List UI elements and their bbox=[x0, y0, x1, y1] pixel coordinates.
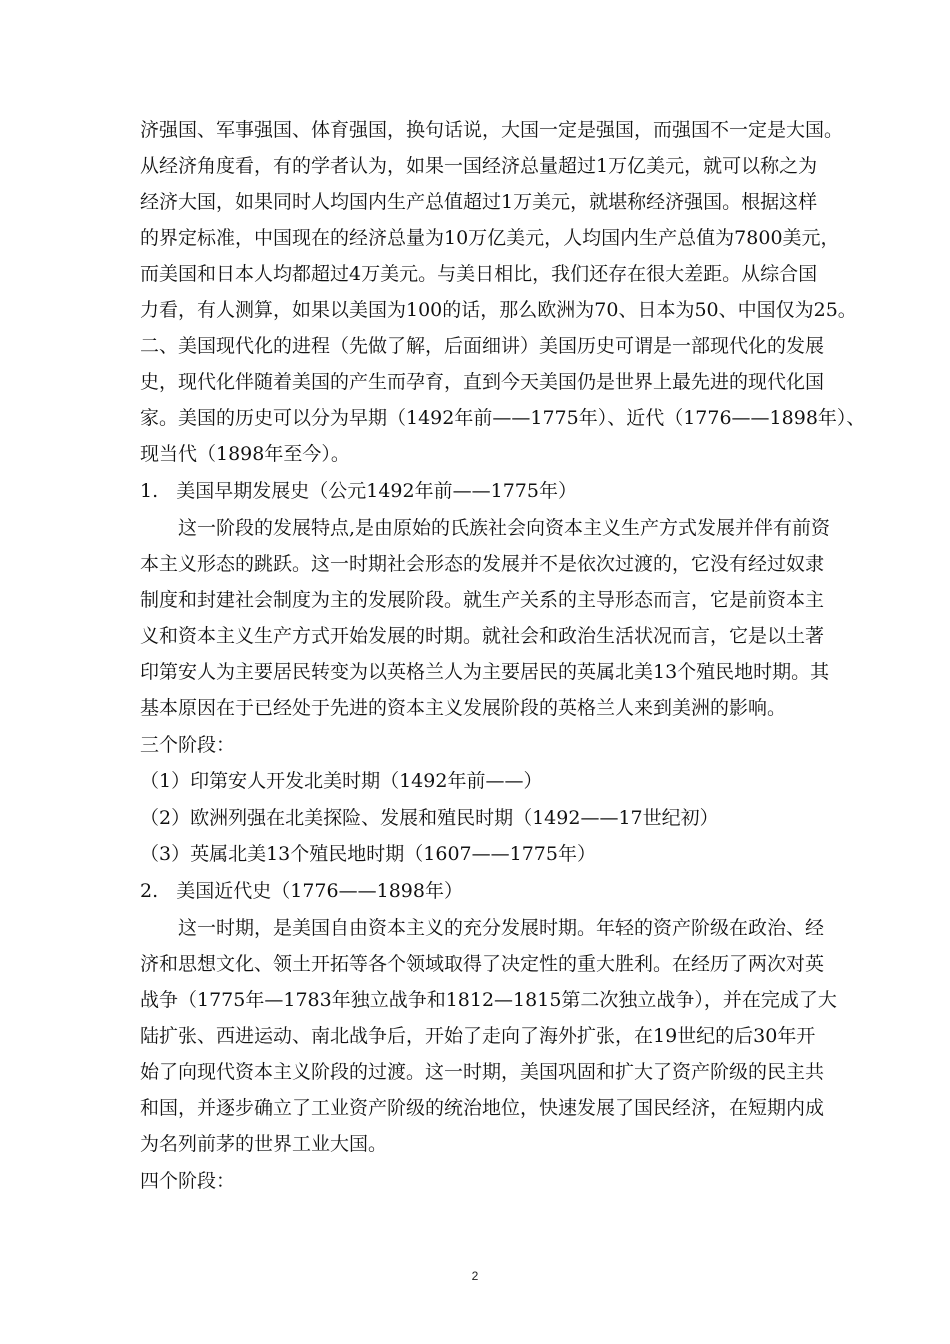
paragraph-line: 战争（1775年—1783年独立战争和1812—1815第二次独立战争），并在完成了大 bbox=[140, 989, 837, 1011]
numbered-heading: 1. 美国早期发展史（公元1492年前——1775年） bbox=[140, 480, 577, 502]
paragraph-line: 本主义形态的跳跃。这一时期社会形态的发展并不是依次过渡的，它没有经过奴隶 bbox=[140, 553, 825, 575]
list-heading: 三个阶段： bbox=[140, 734, 236, 756]
paragraph-line: 和国，并逐步确立了工业资产阶级的统治地位，快速发展了国民经济，在短期内成 bbox=[140, 1097, 825, 1119]
paragraph-line: 陆扩张、西进运动、南北战争后，开始了走向了海外扩张，在19世纪的后30年开 bbox=[140, 1025, 816, 1047]
paragraph-line: 始了向现代资本主义阶段的过渡。这一时期，美国巩固和扩大了资产阶级的民主共 bbox=[140, 1061, 825, 1083]
paragraph-line: 制度和封建社会制度为主的发展阶段。就生产关系的主导形态而言，它是前资本主 bbox=[140, 589, 825, 611]
paragraph-line: 为名列前茅的世界工业大国。 bbox=[140, 1133, 388, 1155]
numbered-heading: 2. 美国近代史（1776——1898年） bbox=[140, 880, 463, 902]
paragraph-line: 经济大国，如果同时人均国内生产总值超过1万美元，就堪称经济强国。根据这样 bbox=[140, 191, 818, 213]
list-item: （1）印第安人开发北美时期（1492年前——） bbox=[140, 770, 543, 792]
paragraph-line: 印第安人为主要居民转变为以英格兰人为主要居民的英属北美13个殖民地时期。其 bbox=[140, 661, 830, 683]
list-item: （3）英属北美13个殖民地时期（1607——1775年） bbox=[140, 843, 596, 865]
paragraph-line: 的界定标准，中国现在的经济总量为10万亿美元，人均国内生产总值为7800美元， bbox=[140, 227, 840, 249]
paragraph-line: 这一时期，是美国自由资本主义的充分发展时期。年轻的资产阶级在政治、经 bbox=[178, 917, 825, 939]
paragraph-line: 济和思想文化、领土开拓等各个领域取得了决定性的重大胜利。在经历了两次对英 bbox=[140, 953, 825, 975]
paragraph-line: 这一阶段的发展特点,是由原始的氏族社会向资本主义生产方式发展并伴有前资 bbox=[178, 517, 831, 539]
paragraph-line: 而美国和日本人均都超过4万美元。与美日相比，我们还存在很大差距。从综合国 bbox=[140, 263, 818, 285]
list-heading: 四个阶段： bbox=[140, 1170, 236, 1192]
paragraph-line: 基本原因在于已经处于先进的资本主义发展阶段的英格兰人来到美洲的影响。 bbox=[140, 697, 787, 719]
paragraph-line: 家。美国的历史可以分为早期（1492年前——1775年）、近代（1776——1898年）、 bbox=[140, 407, 866, 429]
paragraph-line: 现当代（1898年至今）。 bbox=[140, 443, 350, 465]
list-item: （2）欧洲列强在北美探险、发展和殖民时期（1492——17世纪初） bbox=[140, 807, 719, 829]
paragraph-line: 义和资本主义生产方式开始发展的时期。就社会和政治生活状况而言，它是以土著 bbox=[140, 625, 825, 647]
page-number: 2 bbox=[471, 1269, 479, 1283]
paragraph-line: 济强国、军事强国、体育强国，换句话说，大国一定是强国，而强国不一定是大国。 bbox=[140, 119, 844, 141]
paragraph-line: 史，现代化伴随着美国的产生而孕育，直到今天美国仍是世界上最先进的现代化国 bbox=[140, 371, 825, 393]
section-heading-line: 二、美国现代化的进程（先做了解，后面细讲）美国历史可谓是一部现代化的发展 bbox=[140, 335, 825, 357]
paragraph-line: 力看，有人测算，如果以美国为100的话，那么欧洲为70、日本为50、中国仅为25。 bbox=[140, 299, 857, 321]
paragraph-line: 从经济角度看，有的学者认为，如果一国经济总量超过1万亿美元，就可以称之为 bbox=[140, 155, 818, 177]
